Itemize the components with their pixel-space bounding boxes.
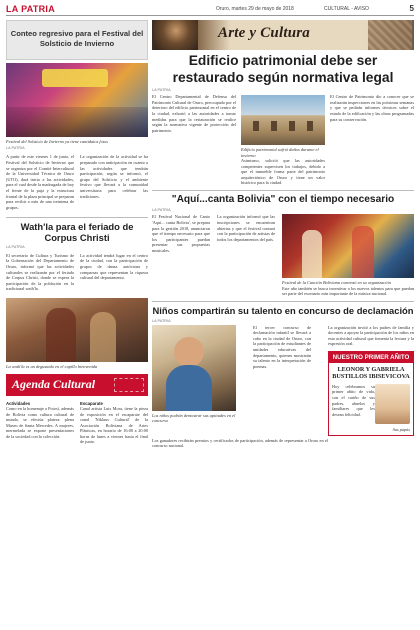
- agenda-col-1: [6, 399, 74, 445]
- kid-body: [166, 365, 212, 411]
- agenda-body: [6, 399, 148, 445]
- banner-decoration: [368, 20, 412, 50]
- edificio-col-3: [330, 94, 414, 186]
- aqui-source-tag: LA PATRIA: [152, 208, 171, 213]
- festival-source-tag: LA PATRIA: [6, 146, 25, 151]
- edificio-source-tag: LA PATRIA: [152, 88, 171, 93]
- wathla-photo-figure: [46, 308, 76, 362]
- agenda-header: [6, 374, 148, 396]
- aqui-photo-performer: [302, 230, 322, 278]
- primer-anito-names: LEONOR Y GABRIELA BUSTILLOS IBISEVICOVA: [332, 365, 410, 381]
- wathla-source-tag: LA PATRIA: [6, 244, 25, 249]
- aqui-body: [152, 214, 414, 297]
- building-window: [307, 121, 313, 131]
- building-window: [289, 121, 295, 131]
- agenda-col2-label: Escaparate: [80, 400, 103, 406]
- festival-photo-crowd: [6, 107, 148, 137]
- primer-anito-body: [329, 384, 413, 427]
- agenda-cultural-box: [6, 374, 148, 445]
- festival-photo-caption: Festival del Solsticio de Invierno ya tiene cantidatos fotos: [6, 139, 108, 144]
- edificio-col2-text: Asimismo, solicitó que las autoridades competentes supervisen los trabajos, debido a que el inmueble forma parte del patrimonio arquitectónico de Oruro y tiene un valor histórico para la ciudad.: [241, 158, 325, 186]
- festival-photo: [6, 63, 148, 137]
- ninos-col1-p1: El tercer concurso de declamación infantil se llevará a cabo en la ciudad de Oruro, con la participación de estudiantes de unidades educativas del departamento, quienes mostrarán su talento en la interpretación de poemas.: [253, 324, 311, 369]
- aqui-col-1: [152, 214, 210, 297]
- festival-col-2: [80, 154, 148, 211]
- section-tag: CULTURAL - AVISO: [324, 6, 369, 12]
- wathla-photo-caption: La wath'la es un degustado en el capillo bienvenida: [6, 363, 98, 369]
- wathla-col2-p1: La actividad tendrá lugar en el centro de la ciudad, con la participación de grupos de danza autóctona y comparsas que representan la riqueza cultural del departamento.: [80, 252, 148, 281]
- edificio-body: [152, 94, 414, 186]
- primer-anito-box: [328, 351, 414, 436]
- kids-photo-caption: Los niños podrán demostrar sus aptitudes en el concurso: [152, 412, 236, 423]
- page-number: 5: [409, 4, 414, 13]
- edificio-col3-p1: El Centro de Patrimonio dio a conocer que se realizarán inspecciones en las próximas semanas y que se pedirán informes técnicos sobre el estado de la edificación y las obras programadas para su conservación.: [330, 94, 414, 122]
- agenda-col1-text: Como en la homenaje a Potosí, además de Bolivia como cultura cultural de mundo, se efectúa platera: plena Museo de Santa Mercedes. A mujeres, mermelada se expone presentaciones de la sociedad con la colección.: [6, 405, 74, 439]
- primer-anito-title: NUESTRO PRIMER AÑITO: [329, 352, 413, 363]
- agenda-decoration: [114, 378, 144, 392]
- aqui-col-2: [217, 214, 275, 297]
- ninos-col-1: [253, 325, 311, 436]
- section-title: Arte y Cultura: [218, 25, 310, 41]
- festival-col1-p1: A partir de este viernes 1 de junio, el Festival del Solsticio de Invierno que se organiza por el Comité Intercultural de la Universidad Técnica de Oruro (UTO), dará inicio a las actividades, para el cual desde la madrugada de hoy el frente de la puja y la estructura frontal de la plaza principal se preparan para recibir a más de una treintena de grupos.: [6, 154, 74, 210]
- newspaper-logo: LA PATRIA: [6, 4, 56, 14]
- building-photo-caption: Edificio patrimonial sufrió daños durante el invierno: [241, 147, 319, 158]
- wathla-headline: Wath'la para el feriado de Corpus Christi: [6, 217, 148, 243]
- wathla-photo: [6, 298, 148, 362]
- primer-anito-signature: Sus papás: [392, 426, 410, 432]
- edificio-col1-p1: El Centro Departamental de Defensa del Patrimonio Cultural de Oruro, preocupado por el deterioro del edificio patrimonial en el centro de la ciudad, exhortó a las autoridades a tomar medidas para que la restauración se realice según la normativa vigente de protección del patrimonio.: [152, 94, 236, 133]
- main-area: [152, 20, 414, 624]
- arte-cultura-banner: [152, 20, 414, 50]
- building-window: [253, 121, 259, 131]
- agenda-col-2: [80, 399, 148, 445]
- festival-col-1: [6, 154, 74, 211]
- aqui-canta-bolivia-photo: [282, 214, 414, 278]
- agenda-col2-text: Canal artista Luis Mora, tiene la pieza de exposición en el escaparate del canal 'Niklaus Cultural' de la Asociación Boliviana de Artes Plásticas, en horario de 16:00 a 20:00 horas de lunes a viernes hasta el final de junio.: [80, 405, 148, 445]
- mona-lisa-image: [154, 20, 198, 50]
- ninos-col3-text: Los ganadores recibirán premios y certificados de participación, además de representar a Oruro en el concurso nacional.: [152, 437, 328, 449]
- aqui-headline: "Aquí...canta Bolivia" con el tiempo necesario: [152, 190, 414, 207]
- agenda-title: Agenda Cultural: [12, 377, 96, 392]
- wathla-body: [6, 253, 148, 294]
- building-photo: [241, 95, 325, 145]
- ninos-body: [152, 325, 414, 436]
- festival-col2-p1: La organización de la actividad se ha preparado con anticipación en cuanto a las actividades que tendrán participación, según se informó, el grupo del Solsticio y el ambiente festivo que llevará a la comunidad universitaria para celebrar las tradiciones.: [80, 154, 148, 199]
- aqui-photo-caption: Festival de la Canción Boliviana comenzó en su organización: [282, 280, 391, 286]
- festival-headline: Conteo regresivo para el Festival del Solsticio de Invierno: [10, 29, 144, 48]
- dateline: Oruro, martes 29 de mayo de 2018: [216, 6, 294, 12]
- wathla-col-1: [6, 253, 74, 294]
- ninos-col2-text: La organización invitó a los padres de familia y docentes a apoyar la participación de los niños en esta actividad cultural que fomenta la lectura y la expresión oral.: [328, 324, 414, 347]
- aqui-col3-text: Este año también se busca incentivar a los nuevos talentos para que puedan ser parte del escenario más importante de la música nacional.: [282, 285, 414, 297]
- wathla-col1-p1: El secretario de Cultura y Turismo de la Gobernación del Departamento de Oruro, informó que las actividades culturales se realizarán por el feriado de Corpus Christi, donde se espera la participación de la población en la tradicional wath'la.: [6, 252, 74, 292]
- building-window: [271, 121, 277, 131]
- ninos-photo-block: [152, 325, 236, 436]
- edificio-col-1: [152, 94, 236, 186]
- festival-body: [6, 154, 148, 211]
- masthead: [6, 4, 414, 16]
- left-column: [6, 20, 148, 624]
- ninos-right-block: [328, 325, 414, 436]
- wathla-photo-figure-2: [90, 312, 116, 362]
- festival-photo-sign: [42, 69, 108, 87]
- festival-headline-banner: [6, 20, 148, 60]
- ninos-source-tag: LA PATRIA: [152, 318, 171, 323]
- edificio-headline: Edificio patrimonial debe ser restaurado según normativa legal: [172, 53, 394, 85]
- aqui-col2-p1: La organización informó que las inscripciones se encuentran abiertas y que el festival contará con la participación de artistas de todos los departamentos del país.: [217, 214, 275, 242]
- ninos-headline: Niños compartirán su talento en concurso de declamación: [152, 301, 414, 317]
- kids-photo: [152, 325, 236, 411]
- aqui-col1-p1: El Festival Nacional de Canto 'Aquí... canta Bolivia', se prepara para la gestión 2018, anunciaron que el tiempo necesario para que los participantes puedan presentar sus propuestas musicales.: [152, 214, 210, 254]
- edificio-col-2: [241, 94, 325, 186]
- primer-anito-text: Hoy celebramos su primer añito de vida, con el cariño de sus padres, abuelos y familiares que les desean felicidad.: [332, 383, 375, 417]
- aqui-photo-performer-2: [352, 226, 374, 278]
- baby-photo: [375, 384, 410, 424]
- kid-head: [174, 337, 204, 367]
- agenda-col1-label: Actividades: [6, 400, 31, 406]
- aqui-photo-block: [282, 214, 414, 297]
- wathla-col-2: [80, 253, 148, 294]
